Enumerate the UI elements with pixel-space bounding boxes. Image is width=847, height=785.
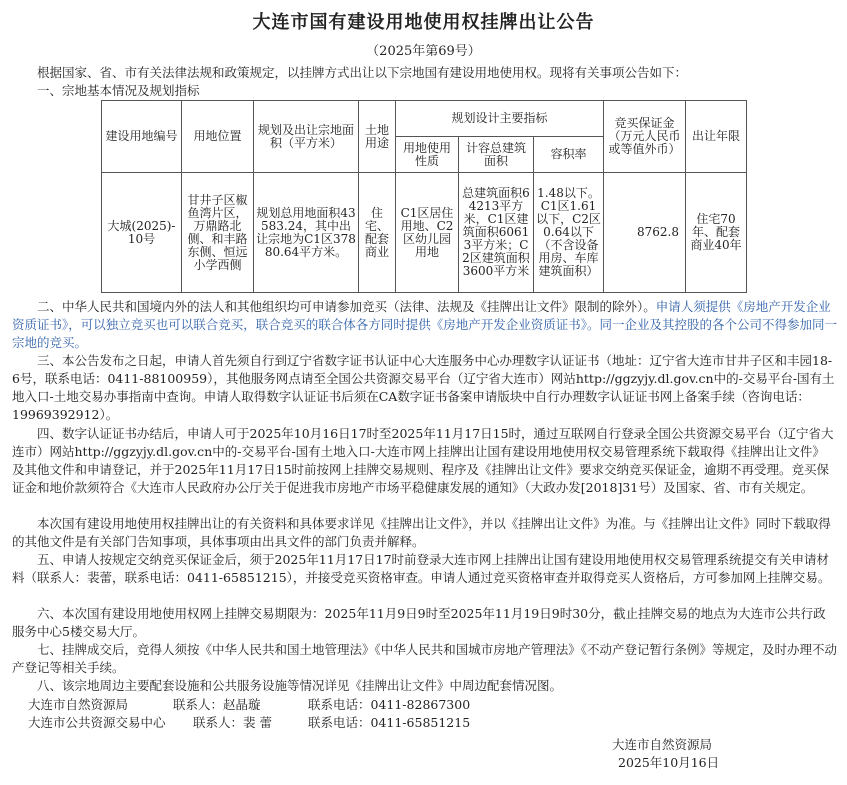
contact-person: 联系人：赵晶璇	[173, 697, 261, 712]
contact-org: 大连市自然资源局	[28, 697, 129, 712]
header-parcel-no: 建设用地编号	[102, 101, 182, 173]
cell-parcel-no: 大城(2025)-10号	[102, 173, 182, 293]
header-far: 容积率	[534, 137, 604, 173]
contact-phone: 联系电话：0411-82867300	[308, 697, 471, 712]
cell-floor-area: 总建筑面积64213平方米，C1区建筑面积60613平方米；C2区建筑面积3600平方米	[459, 173, 534, 293]
cell-location: 甘井子区椒鱼湾片区，万鼎路北侧、和丰路东侧、恒远小学西侧	[182, 173, 254, 293]
cell-deposit: 8762.8	[604, 173, 686, 293]
signature-date: 2025年10月16日	[618, 755, 720, 770]
notice-number: （2025年第69号）	[366, 44, 481, 59]
cell-far: 1.48以下。C1区1.61以下，C2区0.64以下（不含设备用房、车库建筑面积）	[534, 173, 604, 293]
paragraph-2-text: 二、中华人民共和国境内外的法人和其他组织均可申请参加竞买（法律、法规及《挂牌出让文件》限制的除外）。	[37, 299, 656, 314]
header-area: 规划及出让宗地面积（平方米）	[254, 101, 359, 173]
header-land-nature: 用地使用性质	[396, 137, 459, 173]
header-floor-area: 计容总建筑面积	[459, 137, 534, 173]
paragraph-2-highlight: 申请人须提供《房地产开发企业资质证书》，可以独立竞买也可以联合竞买，联合竞买的联合体各方同时提供《房地产开发企业资质证书》。同一企业及其控股的各个公司不得参加同一宗地的竞买。	[12, 299, 838, 350]
intro-paragraph: 根据国家、省、市有关法律法规和政策规定，以挂牌方式出让以下宗地国有建设用地使用权。现将有关事项公告如下：	[37, 65, 688, 80]
paragraph-6: 六、本次国有建设用地使用权网上挂牌交易期限为：2025年11月9日9时至2025年11月19日9时30分，截止挂牌交易的地点为大连市公共行政服务中心5楼交易大厅。	[12, 606, 826, 639]
table-row	[102, 173, 747, 293]
cell-land-use: 住宅、配套商业	[359, 173, 396, 293]
contact-phone: 联系电话：0411-65851215	[308, 715, 471, 730]
contact-trading-center	[28, 713, 470, 731]
notice-title: 大连市国有建设用地使用权挂牌出让公告	[252, 12, 595, 33]
paragraph-2	[12, 298, 837, 352]
header-term: 出让年限	[686, 101, 747, 173]
paragraph-3: 三、本公告发布之日起，申请人首先须自行到辽宁省数字证书认证中心大连服务中心办理数字认证证书（地址：辽宁省大连市甘井子区和丰园18-6号，联系电话：0411-88100959），其他服务网点请至全国公共资源交易平台（辽宁省大连市）网站http://ggzyjy.dl.gov.cn中的-交易平台-国有土地入口-土地交易办事指南中查询。申请人取得数字认证证书后须在CA数字证书备案申请版块中自行办理数字认证证书网上备案手续（咨询电话：19969392912）。	[12, 353, 835, 422]
cell-term: 住宅70年、配套商业40年	[686, 173, 747, 293]
paragraph-7: 七、挂牌成交后，竞得人须按《中华人民共和国土地管理法》《中华人民共和国城市房地产管理法》《不动产登记暂行条例》等规定，及时办理不动产登记等相关手续。	[12, 642, 838, 675]
paragraph-4: 四、数字认证证书办结后，申请人可于2025年10月16日17时至2025年11月17日15时，通过互联网自行登录全国公共资源交易平台（辽宁省大连市）网站http://ggzyjy.dl.gov.cn中的-交易平台-国有土地入口-大连市网上挂牌出让国有建设用地使用权交易管理系统下载取得《挂牌出让文件》及其他文件和申请登记，并于2025年11月17日15时前按网上挂牌交易规则、程序及《挂牌出让文件》要求交纳竞买保证金，逾期不再受理。竞买保证金和地价款须符合《大连市人民政府办公厅关于促进我市房地产市场平稳健康发展的通知》（大政办发[2018]31号）及国家、省、市有关规定。	[12, 426, 834, 495]
paragraph-8: 八、该宗地周边主要配套设施和公共服务设施等情况详见《挂牌出让文件》中周边配套情况图。	[37, 678, 563, 693]
paragraph-5: 五、申请人按规定交纳竞买保证金后，须于2025年11月17日17时前登录大连市网上挂牌出让国有建设用地使用权交易管理系统提交有关申请材料（联系人：裴蕾，联系电话：0411-65851215），并接受竞买资格审查。申请人通过竞买资格审查并取得竞买人资格后，方可参加网上挂牌交易。	[12, 552, 831, 585]
section-1-heading: 一、宗地基本情况及规划指标	[37, 83, 200, 98]
header-deposit: 竞买保证金（万元人民币或等值外币）	[604, 101, 686, 173]
parcel-table	[101, 100, 747, 293]
contact-org: 大连市公共资源交易中心	[28, 715, 166, 730]
header-planning-indicators: 规划设计主要指标	[396, 101, 604, 137]
contact-natural-resources	[28, 695, 470, 713]
header-location: 用地位置	[182, 101, 254, 173]
header-land-use: 土地用途	[359, 101, 396, 173]
cell-area: 规划总用地面积43583.24，其中出让宗地为C1区37880.64平方米。	[254, 173, 359, 293]
signature-org: 大连市自然资源局	[612, 737, 713, 752]
cell-land-nature: C1区居住用地、C2区幼儿园用地	[396, 173, 459, 293]
contact-person: 联系人：裴 蕾	[193, 715, 272, 730]
paragraph-4-note: 本次国有建设用地使用权挂牌出让的有关资料和具体要求详见《挂牌出让文件》，并以《挂牌出让文件》为准。与《挂牌出让文件》同时下载取得的其他文件是有关部门告知事项，具体事项由出具文件的部门负责并解释。	[12, 516, 831, 549]
